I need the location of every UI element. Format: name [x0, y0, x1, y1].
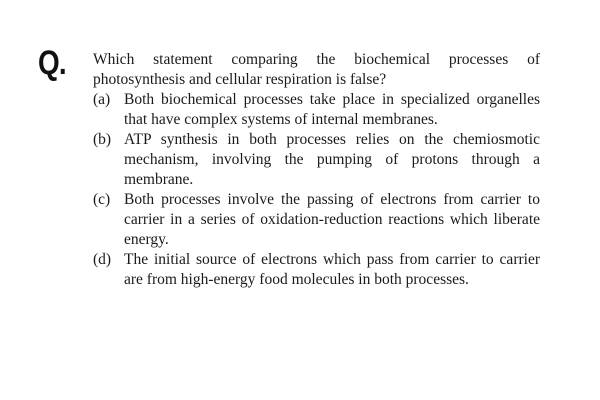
- answer-options: [93, 90, 540, 290]
- question-stem: Which statement comparing the biochemical processes of photosynthesis and cellular respiration is false?: [93, 51, 540, 88]
- option-a: [93, 90, 540, 130]
- question-marker: Q.: [38, 44, 66, 82]
- option-text: Both processes involve the passing of electrons from carrier to carrier in a series of oxidation-reduction reactions which liberate energy.: [124, 191, 540, 248]
- question-block: [93, 50, 540, 290]
- option-b: [93, 130, 540, 190]
- option-text: ATP synthesis in both processes relies on the chemiosmotic mechanism, involving the pumping of protons through a membrane.: [124, 131, 540, 188]
- option-text: Both biochemical processes take place in specialized organelles that have complex systems of internal membranes.: [124, 91, 540, 128]
- option-d: [93, 250, 540, 290]
- option-label: (c): [93, 191, 111, 208]
- option-text: The initial source of electrons which pass from carrier to carrier are from high-energy food molecules in both processes.: [124, 251, 540, 288]
- option-label: (a): [93, 91, 111, 108]
- option-label: (d): [93, 251, 112, 268]
- option-c: [93, 190, 540, 250]
- option-label: (b): [93, 131, 112, 148]
